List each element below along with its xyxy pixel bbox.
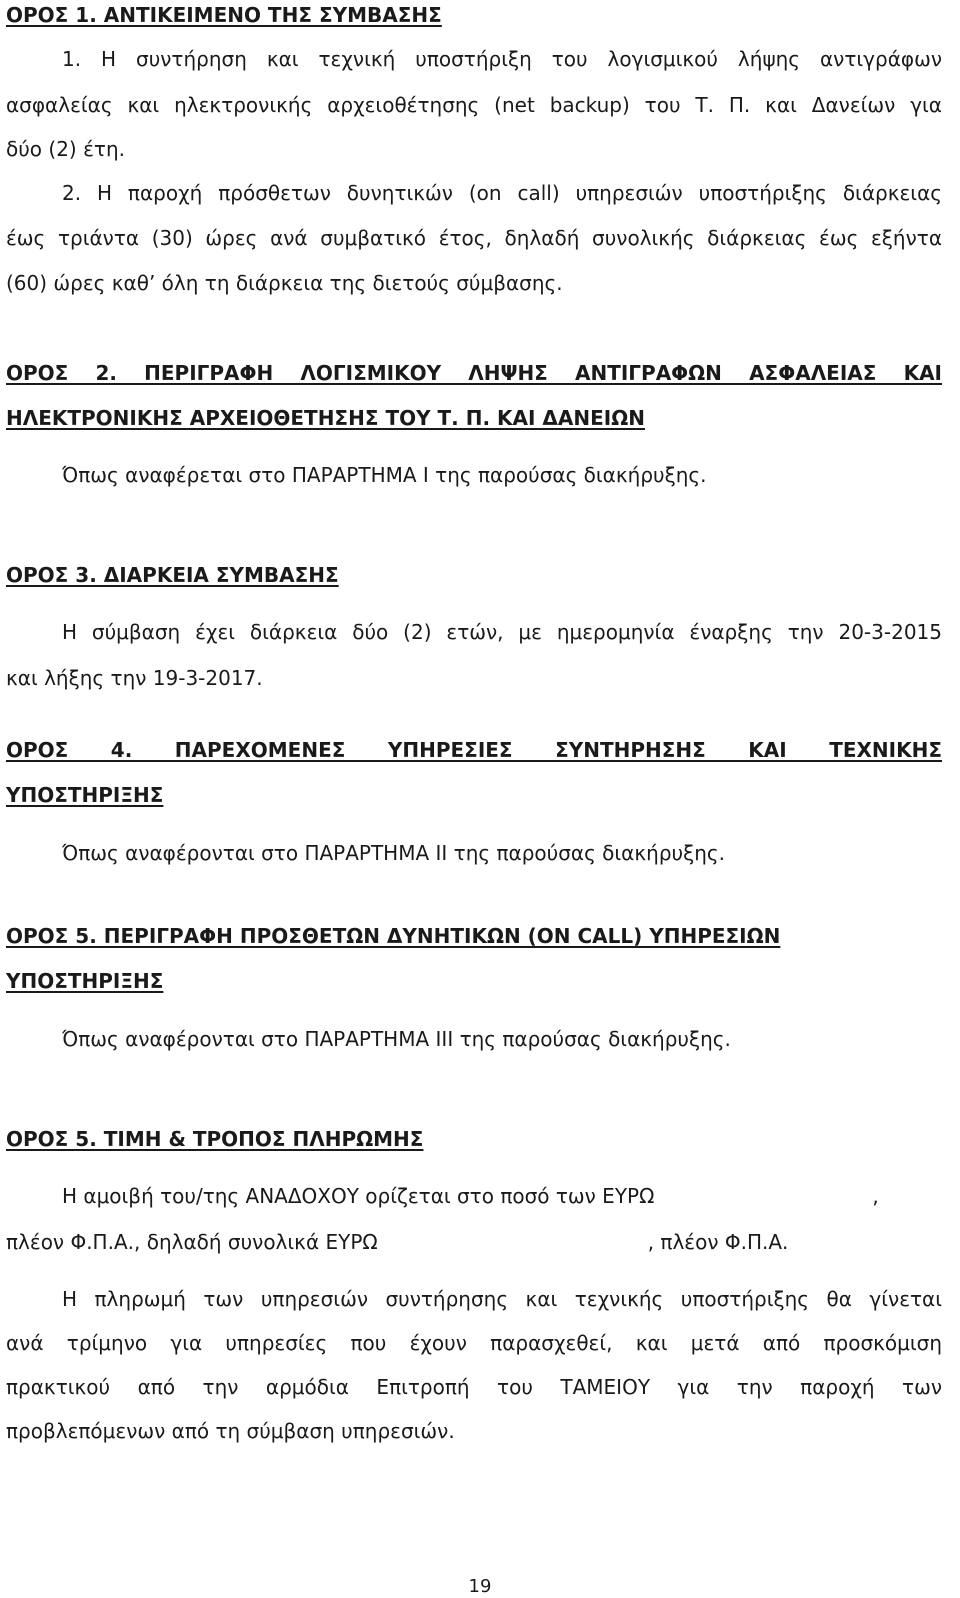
payment-line-2: ανά τρίμηνο για υπηρεσίες που έχουν παρασχεθεί, και μετά από προσκόμιση — [6, 1331, 942, 1355]
term-2-heading-line-2: ΗΛΕΚΤΡΟΝΙΚΗΣ ΑΡΧΕΙΟΘΕΤΗΣΗΣ ΤΟΥ Τ. Π. ΚΑΙ ΔΑΝΕΙΩΝ — [6, 406, 645, 430]
fee-line-2-text: πλέον Φ.Π.Α., δηλαδή συνολικά ΕΥΡΩ — [6, 1230, 378, 1254]
term-1-item-2-line-2: έως τριάντα (30) ώρες ανά συμβατικό έτος, δηλαδή συνολικής διάρκειας έως εξήντα — [6, 226, 942, 250]
fee-line-1-text: Η αμοιβή του/της ΑΝΑΔΟΧΟΥ ορίζεται στο ποσό των ΕΥΡΩ — [62, 1184, 655, 1208]
term-1-item-1-line-1: 1. Η συντήρηση και τεχνική υποστήριξη του λογισμικού λήψης αντιγράφων — [62, 47, 942, 71]
term-1-item-1-line-2: ασφαλείας και ηλεκτρονικής αρχειοθέτησης (net backup) του Τ. Π. και Δανείων για — [6, 93, 942, 117]
fee-line-2-suffix: , πλέον Φ.Π.Α. — [647, 1230, 789, 1254]
term-4-heading-line-1: ΟΡΟΣ 4. ΠΑΡΕΧΟΜΕΝΕΣ ΥΠΗΡΕΣΙΕΣ ΣΥΝΤΗΡΗΣΗΣ ΚΑΙ ΤΕΧΝΙΚΗΣ — [6, 738, 942, 762]
term-3-text-line-1: Η σύμβαση έχει διάρκεια δύο (2) ετών, με ημερομηνία έναρξης την 20-3-2015 — [62, 620, 942, 644]
term-1-item-2-line-3: (60) ώρες καθ’ όλη τη διάρκεια της διετούς σύμβασης. — [6, 271, 563, 295]
payment-line-4: προβλεπόμενων από τη σύμβαση υπηρεσιών. — [6, 1419, 455, 1443]
term-1-item-2-line-1: 2. Η παροχή πρόσθετων δυνητικών (on call) υπηρεσιών υποστήριξης διάρκειας — [62, 181, 942, 205]
term-5-price-heading: ΟΡΟΣ 5. ΤΙΜΗ & ΤΡΟΠΟΣ ΠΛΗΡΩΜΗΣ — [6, 1127, 424, 1151]
payment-line-3: πρακτικού από την αρμόδια Επιτροπή του ΤΑΜΕΙΟΥ για την παροχή των — [6, 1375, 942, 1399]
fee-line-2 — [6, 1229, 942, 1255]
payment-line-1: Η πληρωμή των υπηρεσιών συντήρησης και τεχνικής υποστήριξης θα γίνεται — [62, 1287, 942, 1311]
term-1-item-1-line-3: δύο (2) έτη. — [6, 137, 125, 161]
term-3-text-line-2: και λήξης την 19-3-2017. — [6, 666, 263, 690]
fee-line-1-comma: , — [872, 1184, 879, 1208]
term-5-oncall-heading-line-1: ΟΡΟΣ 5. ΠΕΡΙΓΡΑΦΗ ΠΡΟΣΘΕΤΩΝ ΔΥΝΗΤΙΚΩΝ (ON CALL) ΥΠΗΡΕΣΙΩΝ — [6, 924, 781, 948]
term-5-oncall-heading-line-2: ΥΠΟΣΤΗΡΙΞΗΣ — [6, 969, 164, 993]
term-4-text: Όπως αναφέρονται στο ΠΑΡΑΡΤΗΜΑ ΙΙ της παρούσας διακήρυξης. — [62, 841, 726, 865]
term-2-heading-line-1: ΟΡΟΣ 2. ΠΕΡΙΓΡΑΦΗ ΛΟΓΙΣΜΙΚΟΥ ΛΗΨΗΣ ΑΝΤΙΓΡΑΦΩΝ ΑΣΦΑΛΕΙΑΣ ΚΑΙ — [6, 361, 942, 385]
term-1-heading: ΟΡΟΣ 1. ΑΝΤΙΚΕΙΜΕΝΟ ΤΗΣ ΣΥΜΒΑΣΗΣ — [6, 3, 442, 27]
term-4-heading-line-2: ΥΠΟΣΤΗΡΙΞΗΣ — [6, 783, 164, 807]
term-2-text: Όπως αναφέρεται στο ΠΑΡΑΡΤΗΜΑ Ι της παρούσας διακήρυξης. — [62, 463, 707, 487]
page-number: 19 — [468, 1576, 492, 1597]
term-5-oncall-text: Όπως αναφέρονται στο ΠΑΡΑΡΤΗΜΑ ΙΙΙ της παρούσας διακήρυξης. — [62, 1027, 731, 1051]
term-3-heading: ΟΡΟΣ 3. ΔΙΑΡΚΕΙΑ ΣΥΜΒΑΣΗΣ — [6, 563, 339, 587]
fee-line-1 — [62, 1183, 942, 1209]
